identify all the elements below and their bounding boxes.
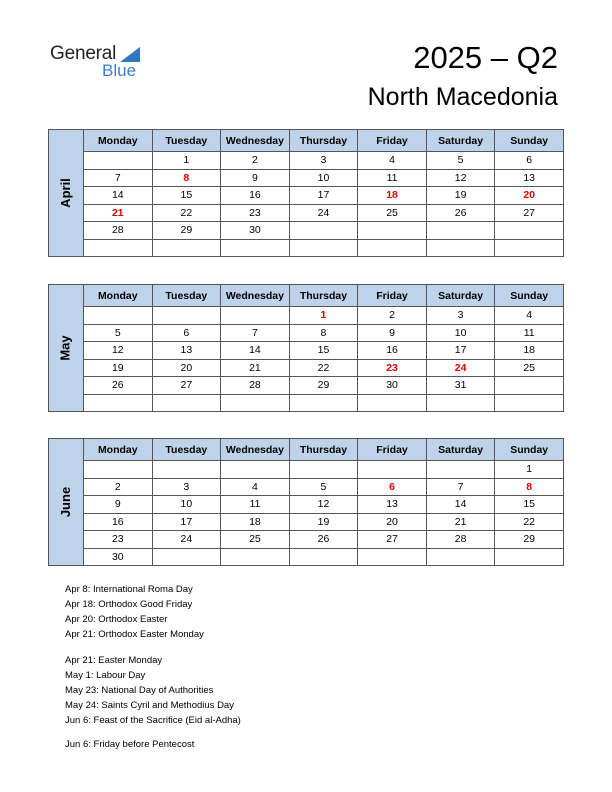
day-cell xyxy=(221,548,290,566)
day-cell: 12 xyxy=(426,169,495,187)
day-cell: 3 xyxy=(152,478,221,496)
day-cell: 4 xyxy=(221,478,290,496)
day-cell: 20 xyxy=(495,187,564,205)
day-cell: 25 xyxy=(495,359,564,377)
calendar-table xyxy=(48,284,564,412)
day-cell: 29 xyxy=(289,377,358,395)
day-cell: 12 xyxy=(289,496,358,514)
day-cell: 27 xyxy=(152,377,221,395)
day-cell: 18 xyxy=(358,187,427,205)
holiday-note: Apr 8: International Roma Day xyxy=(65,584,193,595)
calendar-table xyxy=(48,438,564,566)
week-row xyxy=(49,496,564,514)
day-cell: 29 xyxy=(495,531,564,549)
day-cell: 10 xyxy=(152,496,221,514)
day-cell: 1 xyxy=(289,307,358,325)
day-cell: 2 xyxy=(84,478,153,496)
day-cell xyxy=(289,461,358,479)
week-row xyxy=(49,152,564,170)
day-cell: 8 xyxy=(152,169,221,187)
day-cell: 21 xyxy=(84,204,153,222)
day-cell: 15 xyxy=(495,496,564,514)
day-cell: 19 xyxy=(289,513,358,531)
day-cell xyxy=(289,222,358,240)
month-calendar-june xyxy=(48,438,564,566)
day-cell: 4 xyxy=(495,307,564,325)
calendar-table xyxy=(48,129,564,257)
day-cell xyxy=(426,239,495,257)
day-cell: 23 xyxy=(221,204,290,222)
week-row xyxy=(49,222,564,240)
weekday-header: Monday xyxy=(84,285,153,307)
day-cell: 17 xyxy=(152,513,221,531)
day-cell xyxy=(84,307,153,325)
day-cell: 19 xyxy=(84,359,153,377)
day-cell: 21 xyxy=(221,359,290,377)
day-cell: 7 xyxy=(221,324,290,342)
holiday-note: Jun 6: Friday before Pentecost xyxy=(65,739,195,750)
day-cell: 15 xyxy=(152,187,221,205)
day-cell xyxy=(426,222,495,240)
week-row xyxy=(49,478,564,496)
day-cell: 5 xyxy=(426,152,495,170)
day-cell: 14 xyxy=(426,496,495,514)
weekday-header: Monday xyxy=(84,439,153,461)
day-cell: 25 xyxy=(358,204,427,222)
day-cell: 6 xyxy=(358,478,427,496)
day-cell xyxy=(358,548,427,566)
day-cell: 15 xyxy=(289,342,358,360)
day-cell: 29 xyxy=(152,222,221,240)
day-cell: 22 xyxy=(152,204,221,222)
day-cell: 23 xyxy=(358,359,427,377)
day-cell xyxy=(495,239,564,257)
day-cell: 28 xyxy=(426,531,495,549)
day-cell: 3 xyxy=(426,307,495,325)
month-calendar-may xyxy=(48,284,564,412)
day-cell xyxy=(152,239,221,257)
day-cell: 24 xyxy=(289,204,358,222)
week-row xyxy=(49,187,564,205)
day-cell: 16 xyxy=(221,187,290,205)
day-cell: 17 xyxy=(426,342,495,360)
day-cell xyxy=(221,461,290,479)
day-cell xyxy=(152,394,221,412)
day-cell: 7 xyxy=(84,169,153,187)
weekday-header: Monday xyxy=(84,130,153,152)
holiday-notes-group-2 xyxy=(65,653,241,728)
holiday-notes-group-1 xyxy=(65,582,204,642)
brand-logo xyxy=(50,43,137,80)
logo-blue-text: Blue xyxy=(102,61,137,80)
week-row xyxy=(49,377,564,395)
day-cell xyxy=(426,461,495,479)
day-cell: 4 xyxy=(358,152,427,170)
day-cell xyxy=(84,152,153,170)
week-row xyxy=(49,239,564,257)
weekday-header: Wednesday xyxy=(221,285,290,307)
day-cell xyxy=(358,461,427,479)
logo-triangle-icon xyxy=(120,47,140,62)
week-row xyxy=(49,169,564,187)
day-cell: 9 xyxy=(358,324,427,342)
holiday-note: Jun 6: Feast of the Sacrifice (Eid al-Adha) xyxy=(65,715,241,726)
day-cell: 5 xyxy=(289,478,358,496)
country-name: North Macedonia xyxy=(367,83,558,111)
day-cell xyxy=(289,239,358,257)
day-cell xyxy=(358,222,427,240)
day-cell xyxy=(152,307,221,325)
day-cell: 23 xyxy=(84,531,153,549)
week-row xyxy=(49,394,564,412)
page-title: 2025 – Q2 xyxy=(413,40,558,75)
month-label-cell xyxy=(49,285,84,412)
day-cell: 1 xyxy=(152,152,221,170)
day-cell: 3 xyxy=(289,152,358,170)
month-label-cell xyxy=(49,439,84,566)
day-cell xyxy=(84,461,153,479)
day-cell: 13 xyxy=(358,496,427,514)
holiday-notes-group-3 xyxy=(65,737,194,752)
day-cell: 9 xyxy=(221,169,290,187)
weekday-header: Saturday xyxy=(426,285,495,307)
day-cell: 25 xyxy=(221,531,290,549)
week-row xyxy=(49,548,564,566)
weekday-header: Thursday xyxy=(289,130,358,152)
week-row xyxy=(49,531,564,549)
day-cell xyxy=(84,239,153,257)
day-cell: 12 xyxy=(84,342,153,360)
day-cell: 24 xyxy=(152,531,221,549)
holiday-note: Apr 21: Orthodox Easter Monday xyxy=(65,629,204,640)
weekday-header: Sunday xyxy=(495,285,564,307)
day-cell: 2 xyxy=(221,152,290,170)
day-cell: 26 xyxy=(84,377,153,395)
week-row xyxy=(49,204,564,222)
day-cell: 30 xyxy=(358,377,427,395)
holiday-note: May 1: Labour Day xyxy=(65,670,146,681)
holiday-note: Apr 18: Orthodox Good Friday xyxy=(65,599,193,610)
day-cell: 28 xyxy=(221,377,290,395)
weekday-header: Wednesday xyxy=(221,130,290,152)
week-row xyxy=(49,359,564,377)
weekday-header: Wednesday xyxy=(221,439,290,461)
day-cell: 13 xyxy=(495,169,564,187)
day-cell: 18 xyxy=(495,342,564,360)
day-cell xyxy=(358,394,427,412)
day-cell: 13 xyxy=(152,342,221,360)
day-cell xyxy=(426,394,495,412)
weekday-header: Saturday xyxy=(426,439,495,461)
day-cell: 7 xyxy=(426,478,495,496)
day-cell: 14 xyxy=(84,187,153,205)
month-label-cell xyxy=(49,130,84,257)
month-label: April xyxy=(58,177,73,208)
day-cell: 1 xyxy=(495,461,564,479)
day-cell: 9 xyxy=(84,496,153,514)
holiday-note: Apr 20: Orthodox Easter xyxy=(65,614,168,625)
weekday-header: Tuesday xyxy=(152,285,221,307)
day-cell: 10 xyxy=(426,324,495,342)
day-cell xyxy=(221,239,290,257)
weekday-header: Tuesday xyxy=(152,439,221,461)
day-cell xyxy=(289,394,358,412)
weekday-header: Friday xyxy=(358,130,427,152)
weekday-header: Sunday xyxy=(495,439,564,461)
week-row xyxy=(49,513,564,531)
day-cell: 6 xyxy=(495,152,564,170)
day-cell: 22 xyxy=(289,359,358,377)
day-cell: 5 xyxy=(84,324,153,342)
day-cell: 11 xyxy=(495,324,564,342)
day-cell: 20 xyxy=(152,359,221,377)
day-cell xyxy=(495,222,564,240)
week-row xyxy=(49,307,564,325)
weekday-header: Thursday xyxy=(289,285,358,307)
day-cell: 19 xyxy=(426,187,495,205)
day-cell: 21 xyxy=(426,513,495,531)
holiday-note: May 24: Saints Cyril and Methodius Day xyxy=(65,700,234,711)
day-cell: 2 xyxy=(358,307,427,325)
day-cell: 30 xyxy=(84,548,153,566)
week-row xyxy=(49,324,564,342)
logo-general-text: General xyxy=(50,43,117,64)
day-cell: 16 xyxy=(84,513,153,531)
month-label: June xyxy=(58,486,73,517)
day-cell: 11 xyxy=(358,169,427,187)
day-cell: 20 xyxy=(358,513,427,531)
day-cell: 6 xyxy=(152,324,221,342)
day-cell: 18 xyxy=(221,513,290,531)
weekday-header: Saturday xyxy=(426,130,495,152)
holiday-note: May 23: National Day of Authorities xyxy=(65,685,214,696)
month-calendar-april xyxy=(48,129,564,257)
day-cell: 31 xyxy=(426,377,495,395)
weekday-header: Friday xyxy=(358,285,427,307)
day-cell xyxy=(495,394,564,412)
week-row xyxy=(49,461,564,479)
weekday-header: Sunday xyxy=(495,130,564,152)
day-cell: 11 xyxy=(221,496,290,514)
holiday-note: Apr 21: Easter Monday xyxy=(65,655,163,666)
day-cell: 28 xyxy=(84,222,153,240)
day-cell: 8 xyxy=(289,324,358,342)
day-cell: 22 xyxy=(495,513,564,531)
day-cell xyxy=(152,461,221,479)
day-cell: 10 xyxy=(289,169,358,187)
day-cell xyxy=(221,307,290,325)
day-cell: 30 xyxy=(221,222,290,240)
day-cell xyxy=(358,239,427,257)
month-label: May xyxy=(57,334,73,361)
day-cell: 8 xyxy=(495,478,564,496)
day-cell: 27 xyxy=(495,204,564,222)
day-cell xyxy=(289,548,358,566)
weekday-header: Thursday xyxy=(289,439,358,461)
weekday-header: Friday xyxy=(358,439,427,461)
day-cell xyxy=(221,394,290,412)
day-cell xyxy=(426,548,495,566)
weekday-header: Tuesday xyxy=(152,130,221,152)
day-cell: 17 xyxy=(289,187,358,205)
day-cell: 26 xyxy=(426,204,495,222)
day-cell: 16 xyxy=(358,342,427,360)
day-cell: 27 xyxy=(358,531,427,549)
day-cell xyxy=(84,394,153,412)
day-cell xyxy=(495,548,564,566)
day-cell: 24 xyxy=(426,359,495,377)
day-cell xyxy=(152,548,221,566)
day-cell: 14 xyxy=(221,342,290,360)
day-cell: 26 xyxy=(289,531,358,549)
day-cell xyxy=(495,377,564,395)
week-row xyxy=(49,342,564,360)
